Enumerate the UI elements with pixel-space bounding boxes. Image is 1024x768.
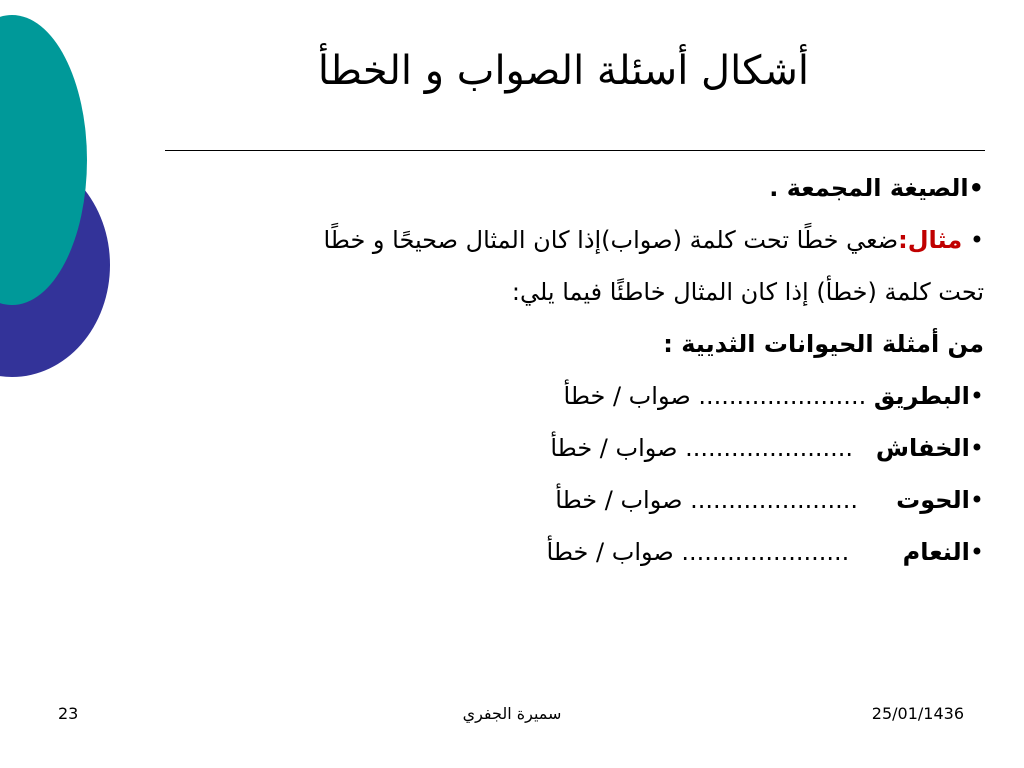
list-item: •الحوت ...................... صواب / خطأ (555, 486, 984, 514)
item-choice: صواب / خطأ (546, 538, 674, 566)
author-name: سميرة الجفري (462, 704, 562, 723)
slide-date: 25/01/1436 (871, 704, 964, 723)
item-choice: صواب / خطأ (555, 486, 683, 514)
list-item: •النعام ...................... صواب / خطأ (546, 538, 984, 566)
item-name: النعام (902, 538, 970, 566)
page-number: 23 (58, 704, 79, 723)
example-line: • مثال:ضعي خطًا تحت كلمة (صواب)إذا كان المثال صحيحًا و خطًا (323, 226, 984, 254)
slide-title: أشكال أسئلة الصواب و الخطأ (317, 48, 809, 94)
item-choice: صواب / خطأ (563, 382, 691, 410)
compound-format-line: •الصيغة المجمعة . (769, 174, 984, 202)
item-name: الخفاش (875, 434, 970, 462)
list-item: •الخفاش ...................... صواب / خطأ (550, 434, 984, 462)
example-label: مثال: (898, 226, 963, 254)
compound-format-text: الصيغة المجمعة . (769, 174, 969, 202)
item-blank: ...................... (681, 538, 850, 566)
item-blank: ...................... (690, 486, 858, 514)
list-item: •البطريق ...................... صواب / خطأ (563, 382, 984, 410)
item-blank: ...................... (698, 382, 867, 410)
item-blank: ...................... (685, 434, 854, 462)
item-name: الحوت (896, 486, 970, 514)
slide-body (104, 162, 984, 578)
title-divider (165, 150, 985, 151)
item-choice: صواب / خطأ (550, 434, 678, 462)
example-text-1: ضعي خطًا تحت كلمة (صواب)إذا كان المثال صحيحًا و خطًا (323, 226, 899, 254)
item-name: البطريق (873, 382, 970, 410)
mammals-prompt: من أمثلة الحيوانات الثديية : (663, 330, 984, 358)
example-line-2: تحت كلمة (خطأ) إذا كان المثال خاطئًا فيما يلي: (511, 278, 984, 306)
